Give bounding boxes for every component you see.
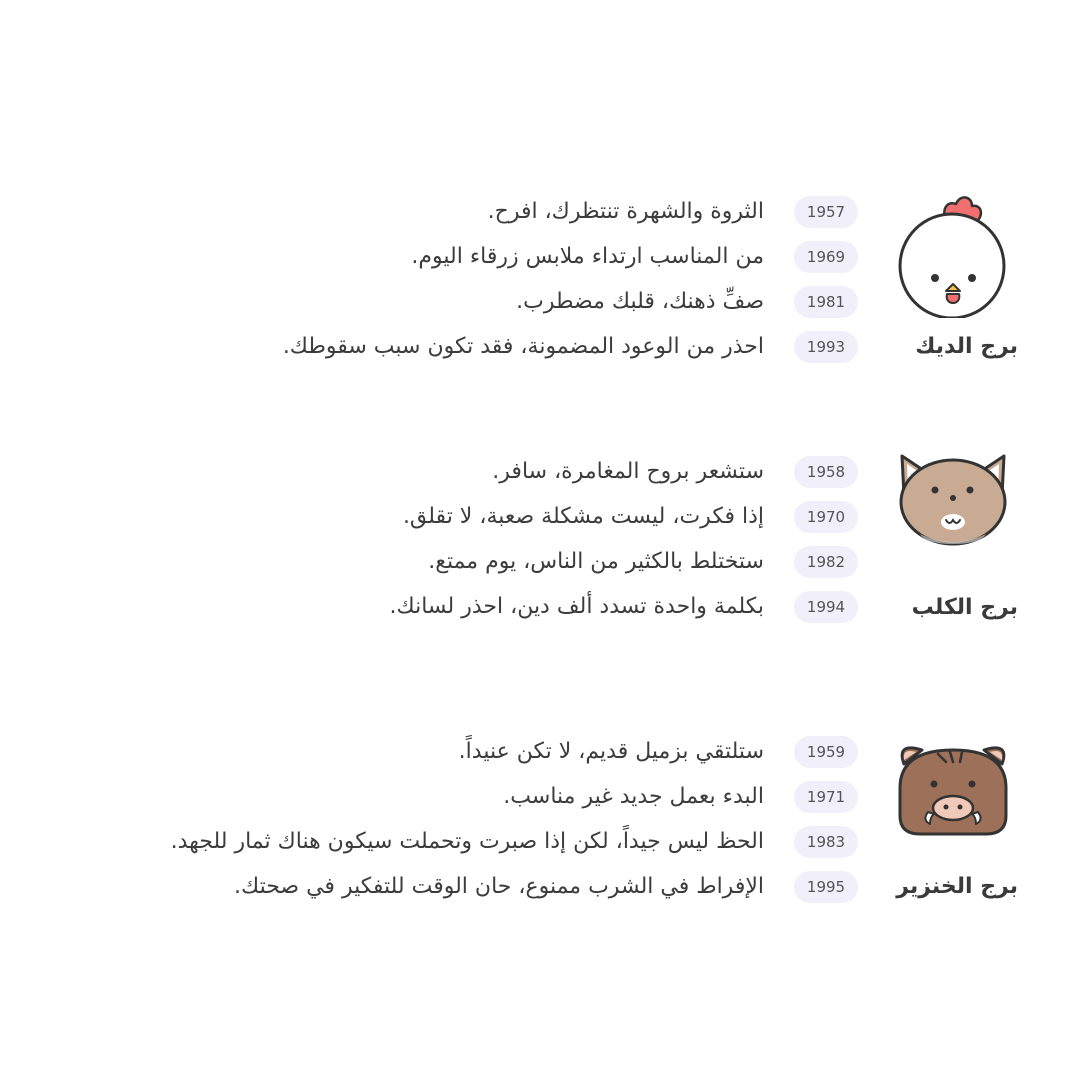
year-badge: 1993	[794, 331, 858, 363]
fortune-text: الحظ ليس جيداً، لكن إذا صبرت وتحملت سيكون هناك ثمار للجهد.	[170, 829, 764, 854]
fortune-row	[0, 241, 1080, 281]
year-badge: 1982	[794, 546, 858, 578]
fortune-row	[0, 546, 1080, 586]
fortune-row	[0, 196, 1080, 236]
fortune-text: البدء بعمل جديد غير مناسب.	[503, 784, 764, 809]
fortune-row	[0, 736, 1080, 776]
fortune-row	[0, 331, 1080, 371]
sign-section-boar	[0, 730, 1080, 980]
fortune-row	[0, 826, 1080, 866]
year-badge: 1970	[794, 501, 858, 533]
fortune-text: صفِّ ذهنك، قلبك مضطرب.	[516, 289, 764, 314]
fortune-row	[0, 871, 1080, 911]
year-badge: 1981	[794, 286, 858, 318]
fortune-text: ستشعر بروح المغامرة، سافر.	[492, 459, 764, 484]
fortune-row	[0, 286, 1080, 326]
year-badge: 1969	[794, 241, 858, 273]
fortune-text: بكلمة واحدة تسدد ألف دين، احذر لسانك.	[389, 594, 764, 619]
sign-section-dog	[0, 450, 1080, 700]
fortune-row	[0, 591, 1080, 631]
year-badge: 1958	[794, 456, 858, 488]
fortune-text: ستختلط بالكثير من الناس، يوم ممتع.	[428, 549, 764, 574]
sign-name: برج الديك	[915, 334, 1018, 359]
year-badge: 1957	[794, 196, 858, 228]
year-badge: 1994	[794, 591, 858, 623]
fortune-text: احذر من الوعود المضمونة، فقد تكون سبب سقوطك.	[282, 334, 764, 359]
sign-name: برج الكلب	[911, 595, 1018, 620]
year-badge: 1971	[794, 781, 858, 813]
fortune-text: الثروة والشهرة تنتظرك، افرح.	[487, 199, 764, 224]
fortune-text: من المناسب ارتداء ملابس زرقاء اليوم.	[411, 244, 764, 269]
year-badge: 1959	[794, 736, 858, 768]
fortune-text: الإفراط في الشرب ممنوع، حان الوقت للتفكير في صحتك.	[234, 874, 764, 899]
sign-name: برج الخنزير	[896, 874, 1018, 899]
fortune-row	[0, 501, 1080, 541]
fortune-row	[0, 456, 1080, 496]
fortune-text: إذا فكرت، ليست مشكلة صعبة، لا تقلق.	[402, 504, 764, 529]
year-badge: 1995	[794, 871, 858, 903]
year-badge: 1983	[794, 826, 858, 858]
sign-section-rooster	[0, 190, 1080, 440]
fortune-row	[0, 781, 1080, 821]
fortune-text: ستلتقي بزميل قديم، لا تكن عنيداً.	[458, 739, 764, 764]
